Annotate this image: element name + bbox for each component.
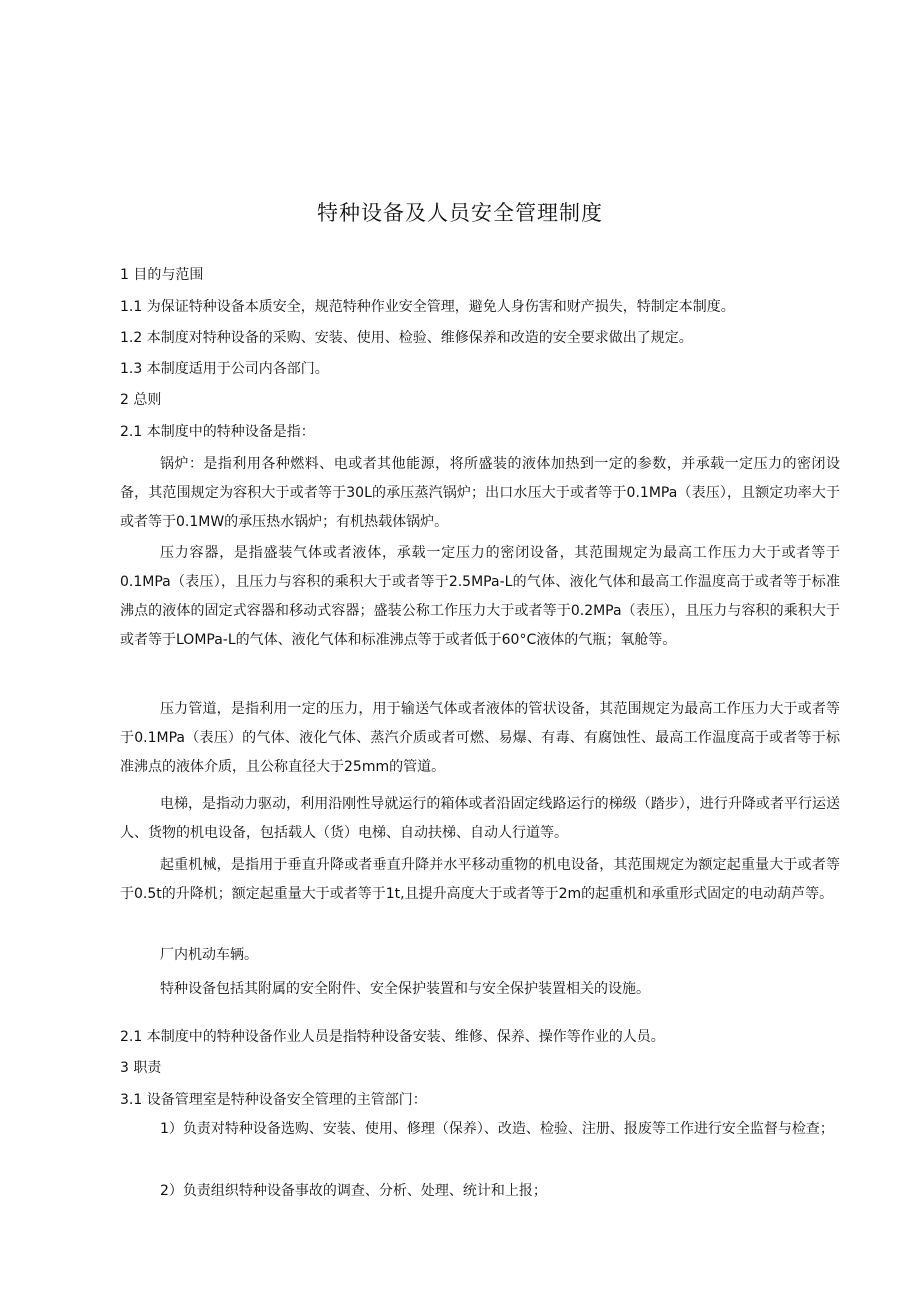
paragraph-vehicle: 厂内机动车辆。 [160,947,258,963]
duty-1: 1）负责对特种设备选购、安装、使用、修理（保养）、改造、检验、注册、报废等工作进行安全监督与检查； [160,1121,834,1137]
paragraph-attachments: 特种设备包括其附属的安全附件、安全保护装置和与安全保护装置相关的设施。 [160,981,650,997]
section-3-heading: 3 职责 [120,1060,162,1076]
clause-2-1: 2.1 本制度中的特种设备是指： [120,424,315,440]
section-1-heading: 1 目的与范围 [120,267,204,283]
paragraph-pressure-vessel: 压力容器，是指盛装气体或者液体，承载一定压力的密闭设备，其范围规定为最高工作压力大于或者等于0.1MPa（表压），且压力与容积的乘积大于或者等于2.5MPa-L的气体、液化气体和最高工作温度高于或者等于标准沸点的液体的固定式容器和移动式容器；盛装公称工作压力大于或者等于0.2MPa（表压），且压力与容积的乘积大于或者等于LOMPa-L的气体、液化气体和标准沸点等于或者低于60°C液体的气瓶；氧舱等。 [120,545,840,648]
clause-1-3: 1.3 本制度适用于公司内各部门。 [120,361,329,377]
paragraph-elevator: 电梯，是指动力驱动，利用沿刚性导就运行的箱体或者沿固定线路运行的梯级（踏步），进行升降或者平行运送人、货物的机电设备，包括载人（货）电梯、自动扶梯、自动人行道等。 [120,796,840,841]
document-title: 特种设备及人员安全管理制度 [317,201,603,225]
paragraph-boiler: 锅炉：是指利用各种燃料、电或者其他能源，将所盛装的液体加热到一定的参数，并承载一定压力的密闭设备，其范围规定为容积大于或者等于30L的承压蒸汽锅炉；出口水压大于或者等于0.1MPa（表压），且额定功率大于或者等于0.1MW的承压热水锅炉；有机热载体锅炉。 [120,456,840,530]
clause-1-1: 1.1 为保证特种设备本质安全，规范特种作业安全管理，避免人身伤害和财产损失，特制定本制度。 [120,299,735,315]
duty-2: 2）负责组织特种设备事故的调查、分析、处理、统计和上报； [160,1183,547,1199]
section-2-heading: 2 总则 [120,392,162,408]
clause-3-1: 3.1 设备管理室是特种设备安全管理的主管部门： [120,1092,427,1108]
paragraph-crane: 起重机械，是指用于垂直升降或者垂直升降并水平移动重物的机电设备，其范围规定为额定起重量大于或者等于0.5t的升降机；额定起重量大于或者等于1t,且提升高度大于或者等于2m的起重机和承重形式固定的电动葫芦等。 [120,857,840,902]
clause-1-2: 1.2 本制度对特种设备的采购、安装、使用、检验、维修保养和改造的安全要求做出了规定。 [120,330,693,346]
paragraph-pressure-pipe: 压力管道，是指利用一定的压力，用于输送气体或者液体的管状设备，其范围规定为最高工作压力大于或者等于0.1MPa（表压）的气体、液化气体、蒸汽介质或者可燃、易爆、有毒、有腐蚀性、最高工作温度高于或者等于标准沸点的液体介质，且公称直径大于25mm的管道。 [120,701,840,775]
clause-2-1-personnel: 2.1 本制度中的特种设备作业人员是指特种设备安装、维修、保养、操作等作业的人员。 [120,1029,665,1045]
